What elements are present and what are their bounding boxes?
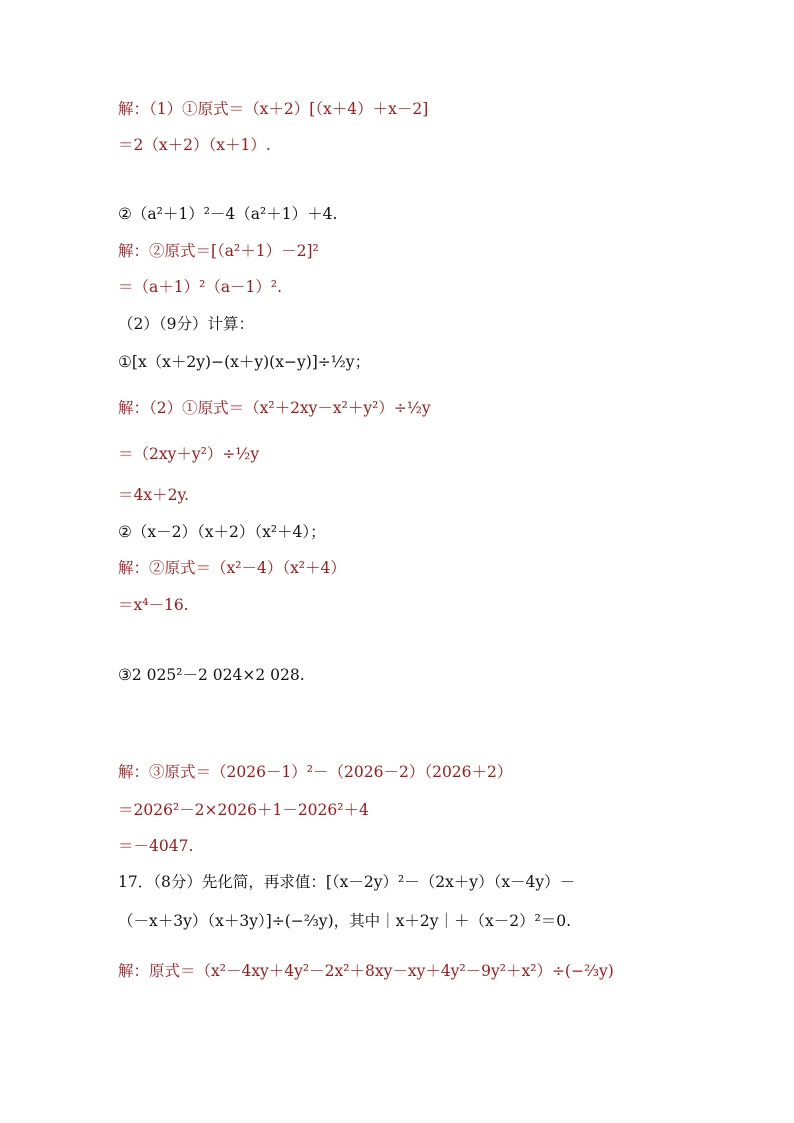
problem-line-3: ②（a²＋1）²－4（a²＋1）＋4. bbox=[118, 205, 338, 223]
problem-line-7: ①[x（x＋2y)−(x＋y)(x−y)]÷½y； bbox=[118, 353, 371, 371]
problem-heading-6: （2）（9分）计算： bbox=[118, 315, 254, 333]
solution-line-20: 解：原式＝（x²－4xy＋4y²－2x²＋8xy－xy＋4y²－9y²＋x²）÷(−⅔y) bbox=[118, 962, 614, 980]
solution-line-5: ＝（a＋1）²（a－1）². bbox=[118, 278, 283, 296]
problem-line-18: 17．（8分）先化简，再求值：[（x－2y）²－（2x＋y）（x－4y）－ bbox=[118, 873, 576, 891]
solution-line-12: 解：②原式＝（x²－4）（x²＋4） bbox=[118, 559, 346, 577]
solution-line-15: 解：③原式＝（2026－1）²－（2026－2）（2026＋2） bbox=[118, 763, 513, 781]
solution-line-4: 解：②原式＝[（a²＋1）－2]² bbox=[118, 242, 319, 260]
solution-line-10: ＝4x＋2y. bbox=[118, 486, 190, 504]
solution-line-17: ＝－4047. bbox=[118, 837, 194, 855]
solution-line-16: ＝2026²－2×2026＋1－2026²＋4 bbox=[118, 801, 369, 819]
solution-line-8: 解：（2）①原式＝（x²＋2xy－x²＋y²）÷½y bbox=[118, 399, 431, 417]
problem-line-11: ②（x－2）（x＋2）（x²＋4）； bbox=[118, 523, 326, 541]
solution-line-2: ＝2（x＋2）（x＋1）. bbox=[118, 136, 271, 154]
problem-line-19: （－x＋3y）（x＋3y）]÷(−⅔y)，其中｜x＋2y｜＋（x－2）²＝0. bbox=[118, 912, 572, 930]
solution-line-13: ＝x⁴－16. bbox=[118, 596, 189, 614]
problem-line-14: ③2 025²－2 024×2 028. bbox=[118, 666, 305, 684]
solution-line-9: ＝（2xy＋y²）÷½y bbox=[118, 445, 260, 463]
solution-line-1: 解：（1）①原式＝（x＋2）[（x＋4）＋x－2] bbox=[118, 100, 429, 118]
